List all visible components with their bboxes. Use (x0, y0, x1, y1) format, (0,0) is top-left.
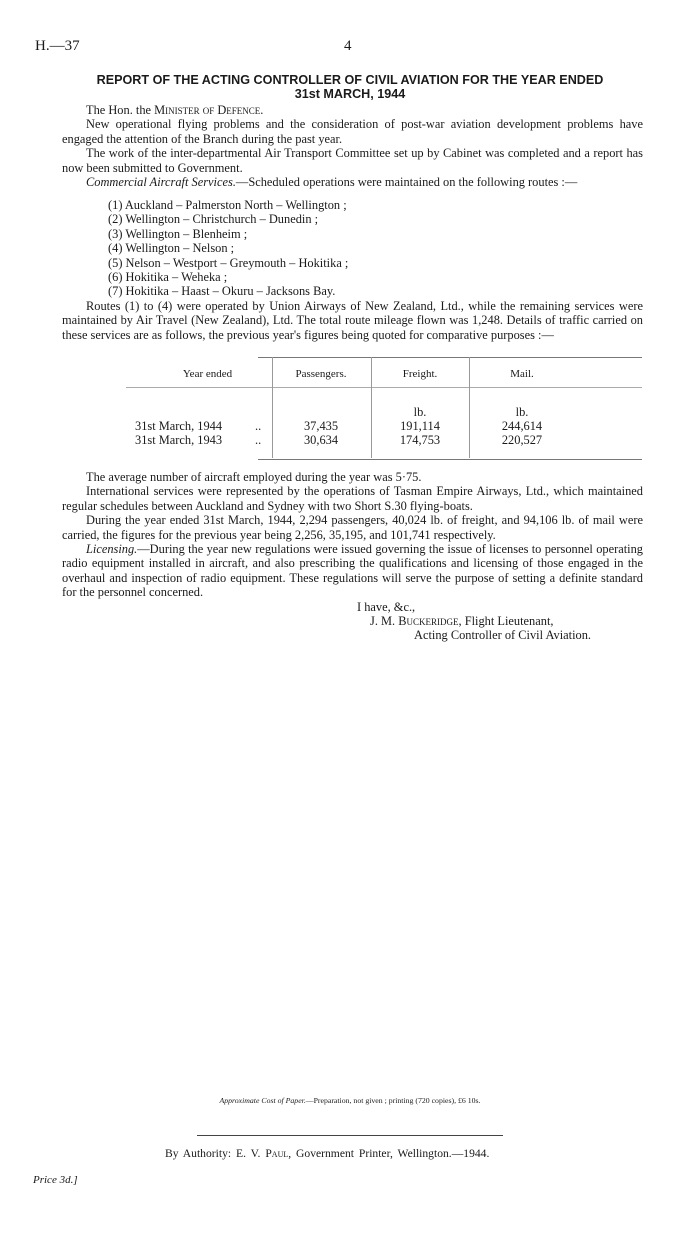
table-column-divider (272, 357, 273, 458)
salutation-office: Minister of Defence. (154, 103, 264, 117)
title-line-1: REPORT OF THE ACTING CONTROLLER OF CIVIL AVIATION FOR THE YEAR ENDED (96, 73, 604, 87)
authority-rule (197, 1135, 503, 1136)
table-column-divider (469, 357, 470, 458)
mail-unit: lb. (515, 405, 529, 419)
row-passengers: 30,634 (303, 433, 339, 447)
freight-unit: lb. (413, 405, 427, 419)
report-body-top (62, 103, 643, 189)
row-passengers: 37,435 (303, 419, 339, 433)
document-reference: H.—37 (35, 38, 80, 54)
table-header-passengers: Passengers. (295, 368, 347, 380)
paragraph-international-services: International services were represented by the operations of Tasman Empire Airways, Ltd., which maintained regular schedules between Auckland and Sydney with two Short S.30 flying-boats. (62, 484, 643, 513)
report-body-bottom (62, 470, 643, 600)
paragraph-average-aircraft: The average number of aircraft employed during the year was 5·75. (86, 470, 422, 484)
table-header-freight: Freight. (402, 368, 438, 380)
paragraph-licensing: Licensing.—During the year new regulations were issued governing the issue of licenses to personnel operating radio equipment installed in aircraft, and also prescribing the qualifications and licensing of those engaged in the overhaul and inspection of radio equipment. These regulations will serve the purpose of setting a definite standard for the personnel concerned. (62, 542, 643, 600)
route-item: (4) Wellington – Nelson ; (108, 241, 235, 256)
licensing-heading: Licensing. (86, 542, 138, 557)
paragraph-passenger-figures: During the year ended 31st March, 1944, 2,294 passengers, 40,024 lb. of freight, and 94,106 lb. of mail were carried, the figures for the previous year being 2,256, 35,195, and 101,741 respectively. (62, 513, 643, 542)
report-body-routes-operators (62, 299, 643, 342)
row-year: 31st March, 1943 (135, 433, 223, 447)
row-freight: 174,753 (399, 433, 441, 447)
paragraph-route-operators: Routes (1) to (4) were operated by Union Airways of New Zealand, Ltd., while the remaining services were maintained by Air Travel (New Zealand), Ltd. The total route mileage flown was 1,248. Details of traffic carried on these services are as follows, the previous year's figures being quoted for comparative purposes :— (62, 299, 643, 342)
table-header-year: Year ended (182, 368, 233, 380)
salutation: The Hon. the Minister of Defence. (86, 103, 264, 117)
page-number: 4 (344, 38, 352, 54)
table-header-rule (126, 387, 642, 388)
route-item: (1) Auckland – Palmerston North – Wellington ; (108, 198, 347, 212)
route-item: (3) Wellington – Blenheim ; (108, 226, 248, 241)
paragraph-operational-problems: New operational flying problems and the consideration of post-war aviation development problems have engaged the attention of the Branch during the past year. (62, 117, 643, 146)
table-column-divider (371, 357, 372, 458)
row-leader-dots: .. (255, 433, 262, 447)
title-line-2: 31st MARCH, 1944 (294, 87, 406, 101)
route-item: (5) Nelson – Westport – Greymouth – Hokitika ; (108, 255, 349, 270)
price-note: Price 3d.] (33, 1174, 78, 1186)
commercial-services-heading: Commercial Aircraft Services. (86, 175, 236, 190)
table-bottom-rule (258, 459, 642, 460)
row-mail: 244,614 (501, 419, 543, 433)
row-leader-dots: .. (255, 419, 262, 433)
route-item: (7) Hokitika – Haast – Okuru – Jacksons Bay. (108, 284, 336, 299)
route-item: (6) Hokitika – Weheka ; (108, 270, 228, 285)
signature-closing: I have, &c., (357, 600, 416, 614)
report-title (30, 73, 670, 101)
table-top-rule (258, 357, 642, 358)
cost-footnote: Approximate Cost of Paper.—Preparation, not given ; printing (720 copies), £6 10s. (219, 1096, 481, 1105)
routes-list (108, 198, 348, 299)
row-freight: 191,114 (400, 419, 440, 433)
route-item: (2) Wellington – Christchurch – Dunedin ; (108, 212, 319, 227)
paragraph-commercial-services: Commercial Aircraft Services.—Scheduled operations were maintained on the following routes :— (86, 175, 578, 190)
row-year: 31st March, 1944 (135, 419, 223, 433)
paragraph-air-transport-committee: The work of the inter-departmental Air Transport Committee set up by Cabinet was completed and a report has now been submitted to Government. (62, 146, 643, 175)
signature-title: Acting Controller of Civil Aviation. (414, 628, 592, 642)
table-header-mail: Mail. (510, 368, 534, 380)
signature-name: J. M. Buckeridge, Flight Lieutenant, (370, 614, 554, 628)
printing-authority: By Authority: E. V. Paul, Government Printer, Wellington.—1944. (165, 1147, 490, 1160)
row-mail: 220,527 (501, 433, 543, 447)
